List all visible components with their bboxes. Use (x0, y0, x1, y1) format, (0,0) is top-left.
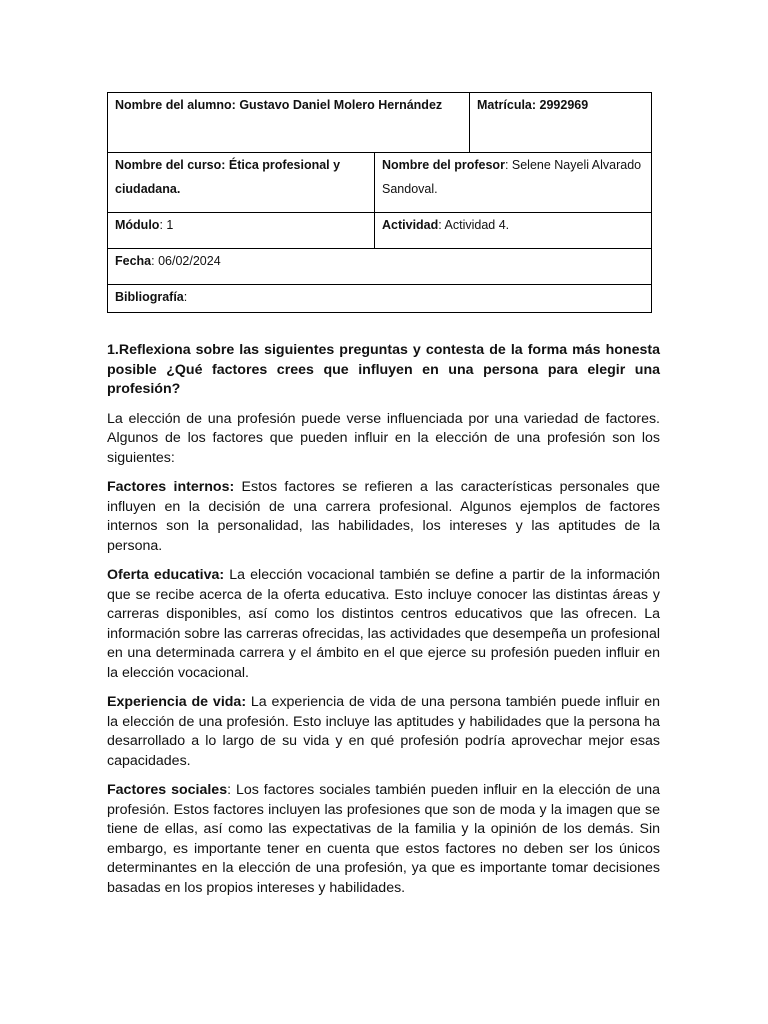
cell-modulo (108, 213, 375, 248)
header-row-fecha (108, 249, 651, 285)
profesor-value: : Selene Nayeli Alvarado Sandoval. (382, 158, 642, 196)
cell-profesor (375, 153, 651, 212)
section-text: Estos factores se refieren a las características personales que influyen en la decisión de una carrera profesional. Algunos ejemplos de factores internos son la personalidad, las habilidades, los intereses y las aptitudes de la persona. (107, 479, 661, 554)
alumno-value: Gustavo Daniel Molero Hernández (239, 98, 443, 112)
section-text: La elección vocacional también se define a partir de la información que se recibe acerca de la oferta educativa. Esto incluye conocer las distintas áreas y carreras disponibles, así como los distintos centros educativos que las ofrecen. La información sobre las carreras ofrecidas, las actividades que desempeña un profesional en una determinada carrera y el ámbito en el que ejerce su profesión pueden influir en la elección vocacional. (107, 567, 661, 681)
section-title: Experiencia de vida: (107, 694, 247, 710)
cell-bibliografia (108, 285, 651, 312)
cell-fecha (108, 249, 651, 284)
section-title: Factores internos: (107, 479, 235, 495)
curso-label: Nombre del curso: (115, 158, 226, 172)
paragraph-factores-internos (107, 478, 660, 556)
curso-value: Ética profesional y ciudadana. (115, 158, 341, 196)
intro-paragraph: La elección de una profesión puede verse influenciada por una variedad de factores. Algunos de los factores que pueden influir en la elección de una profesión son los siguientes: (107, 410, 660, 466)
alumno-label: Nombre del alumno: (115, 98, 236, 112)
modulo-value: : 1 (159, 218, 174, 232)
matricula-value: 2992969 (539, 98, 589, 112)
paragraph-experiencia-de-vida (107, 693, 660, 771)
header-row-curso (108, 153, 651, 213)
cell-alumno (108, 93, 470, 152)
actividad-value: : Actividad 4. (438, 218, 510, 232)
cell-actividad (375, 213, 651, 248)
cell-matricula (470, 93, 651, 152)
bibliografia-label: Bibliografía (115, 290, 184, 304)
paragraph-oferta-educativa (107, 566, 660, 683)
bibliografia-value: : (183, 290, 188, 304)
modulo-label: Módulo (115, 218, 160, 232)
matricula-label: Matrícula: (477, 98, 537, 112)
section-text: La experiencia de vida de una persona también puede influir en la elección de una profesión. Esto incluye las aptitudes y habilidades que la persona ha desarrollado a lo largo de su vida y en qué profesión podría aprovechar mejor esas capacidades. (107, 694, 660, 769)
section-title: Oferta educativa: (107, 567, 225, 583)
section-title: Factores sociales (107, 782, 228, 798)
document-body (107, 341, 660, 908)
header-table (107, 92, 652, 313)
fecha-label: Fecha (115, 254, 152, 268)
header-row-bibliografia (108, 285, 651, 313)
profesor-label: Nombre del profesor (382, 158, 505, 172)
paragraph-factores-sociales (107, 781, 660, 898)
header-row-alumno (108, 93, 651, 153)
actividad-label: Actividad (382, 218, 439, 232)
cell-curso (108, 153, 375, 212)
question-heading: 1.Reflexiona sobre las siguientes preguntas y contesta de la forma más honesta posible ¿Qué factores crees que influyen en una persona para elegir una profesión? (107, 342, 660, 397)
header-row-modulo (108, 213, 651, 249)
section-text: : Los factores sociales también pueden influir en la elección de una profesión. Estos factores incluyen las profesiones que son de moda y la imagen que se tiene de ellas, así como las expectativas de la familia y la opinión de los demás. Sin embargo, es importante tener en cuenta que estos factores no deben ser los únicos determinantes en la elección de una profesión, ya que es importante tomar decisiones basadas en los propios intereses y habilidades. (107, 782, 660, 896)
fecha-value: : 06/02/2024 (151, 254, 221, 268)
